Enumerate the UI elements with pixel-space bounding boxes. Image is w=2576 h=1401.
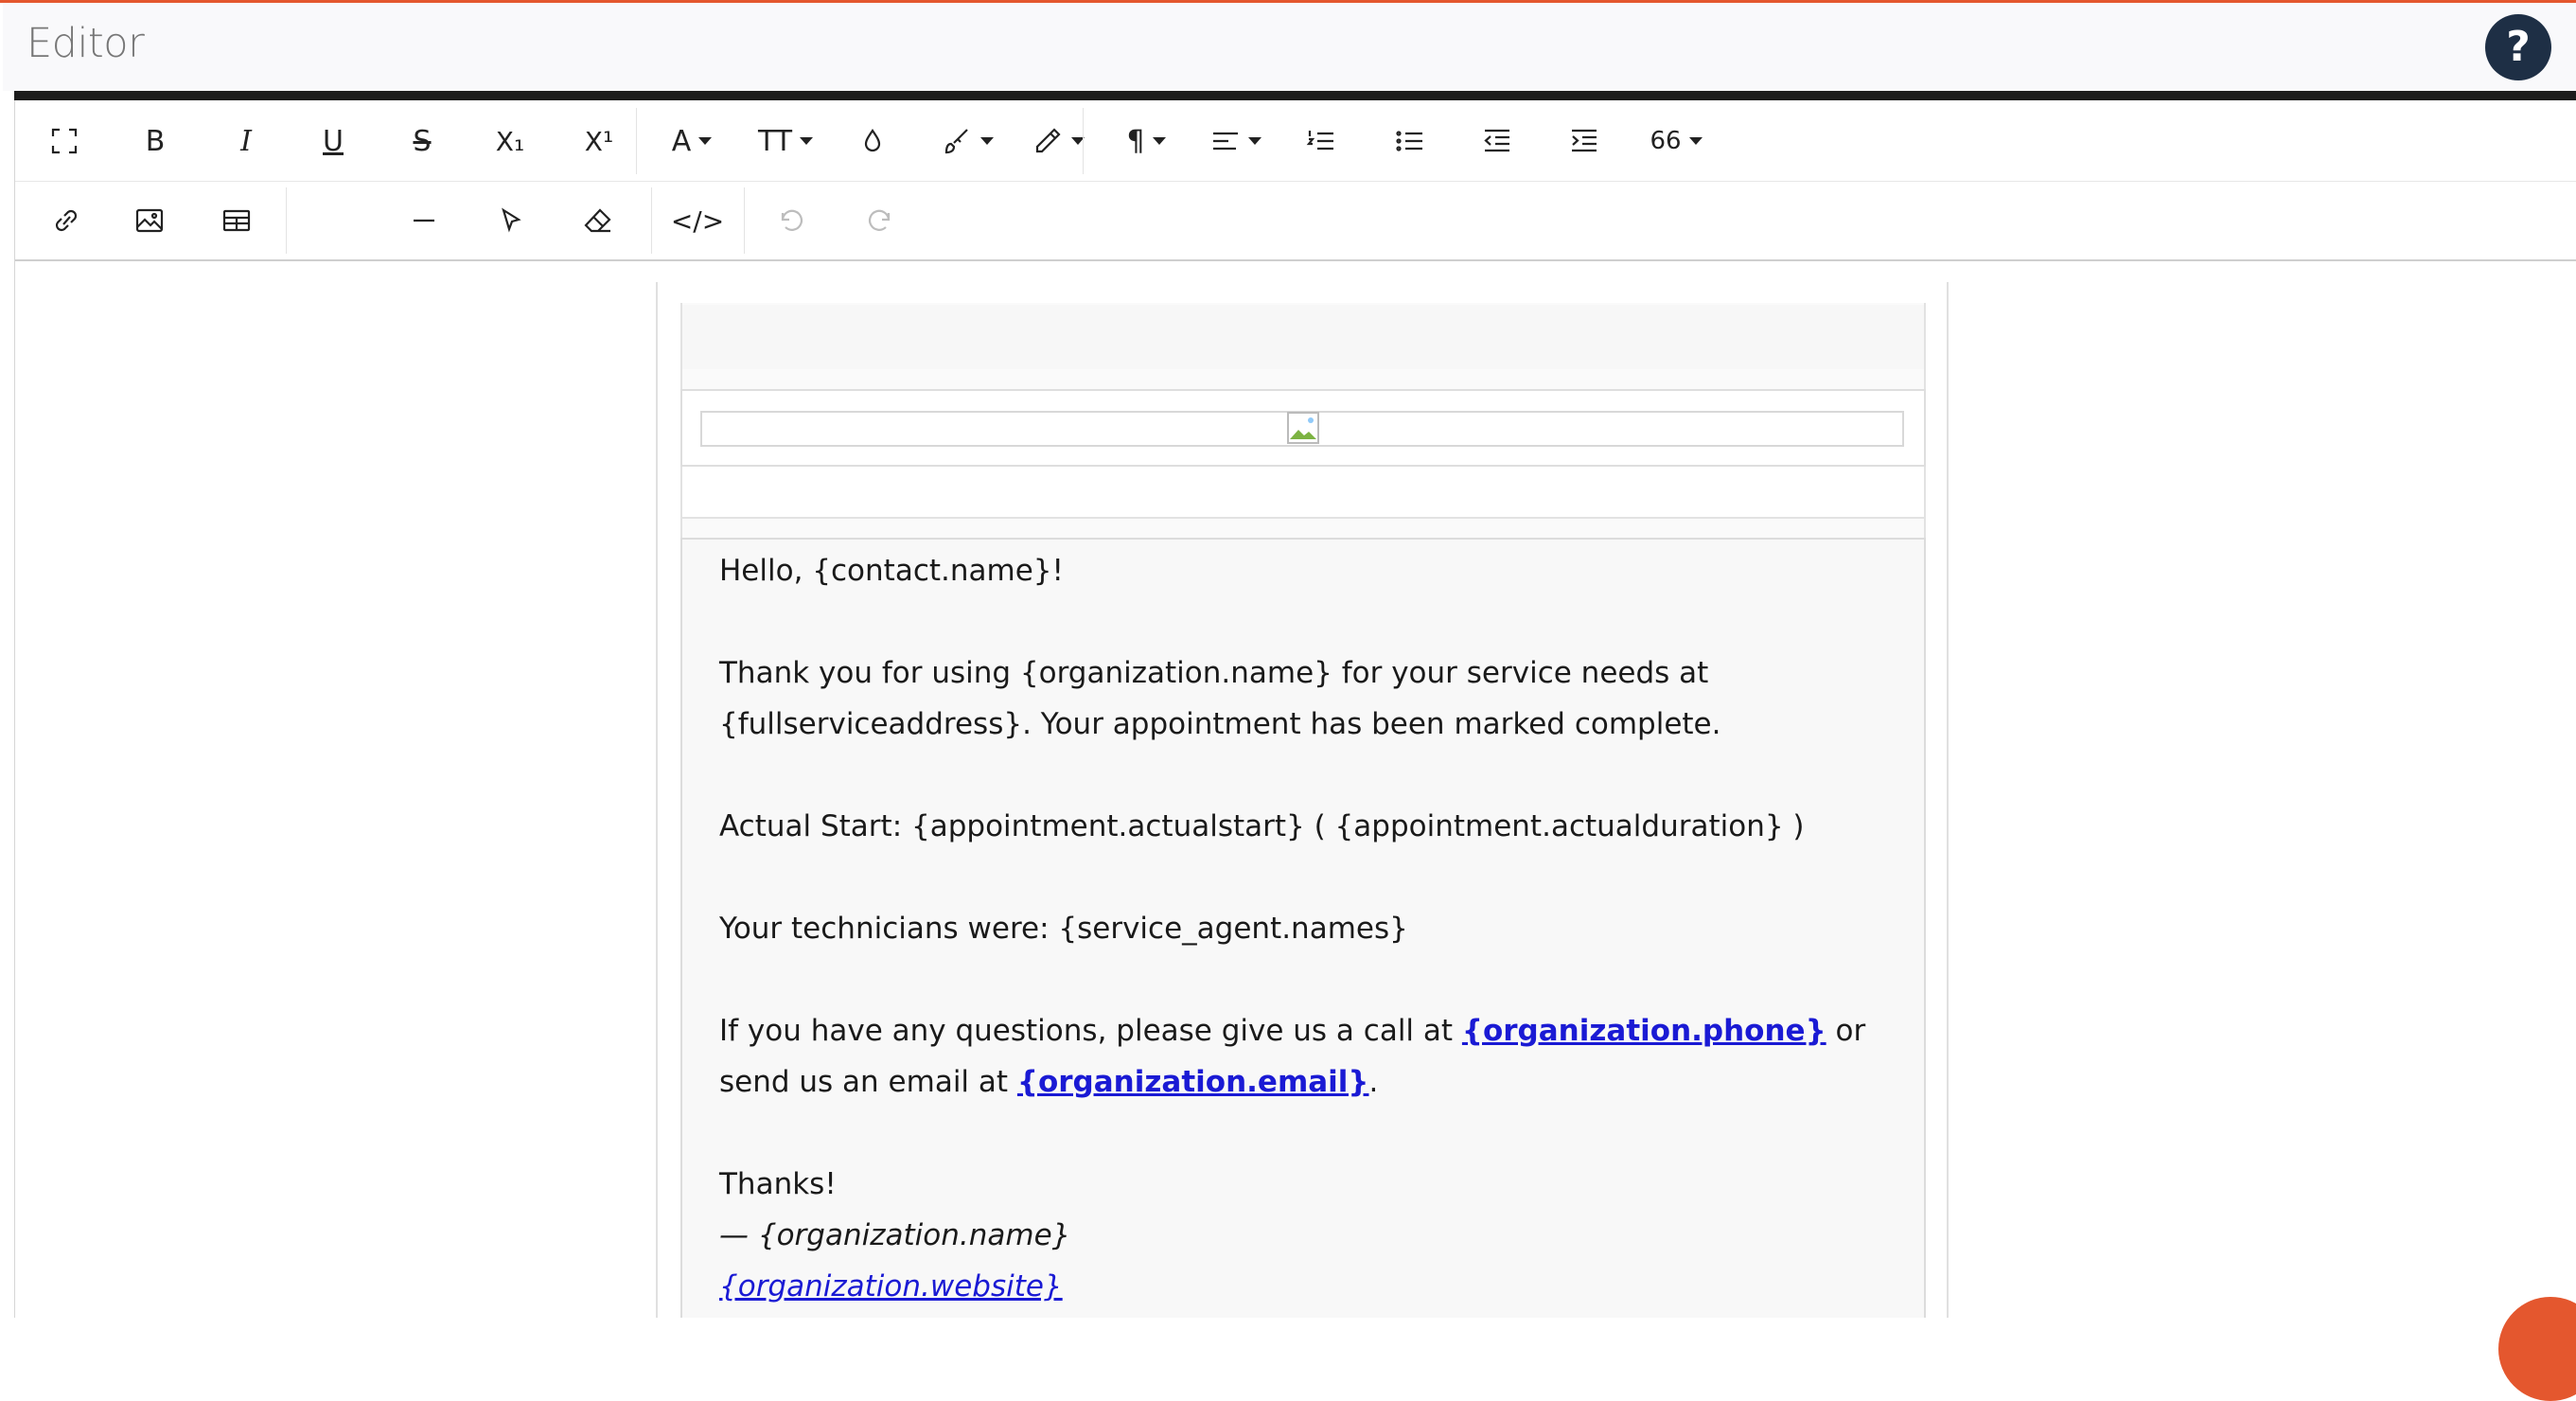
fullscreen-button[interactable] bbox=[45, 115, 83, 167]
font-size-button[interactable] bbox=[748, 115, 823, 167]
undo-icon bbox=[777, 206, 805, 235]
eraser-icon bbox=[583, 206, 613, 235]
font-color-button[interactable] bbox=[659, 115, 725, 167]
strikethrough-button[interactable]: S bbox=[413, 124, 432, 158]
indent-icon bbox=[1569, 127, 1599, 155]
bullet-list-icon bbox=[1395, 127, 1425, 155]
code-view-button[interactable]: </> bbox=[670, 204, 725, 237]
title-divider bbox=[14, 91, 2576, 100]
paintbrush-icon bbox=[941, 127, 973, 155]
text-color-button[interactable] bbox=[1020, 115, 1096, 167]
link-button[interactable] bbox=[47, 195, 85, 246]
quote-button[interactable] bbox=[1643, 115, 1709, 167]
paragraph-button[interactable] bbox=[1113, 115, 1179, 167]
indent-button[interactable] bbox=[1565, 115, 1603, 167]
outdent-button[interactable] bbox=[1478, 115, 1516, 167]
outdent-icon bbox=[1482, 127, 1512, 155]
toolbar-row-2 bbox=[15, 182, 2576, 261]
toolbar-separator bbox=[1083, 108, 1084, 174]
ordered-list-button[interactable] bbox=[1302, 115, 1340, 167]
phone-link[interactable]: {organization.phone} bbox=[1461, 1014, 1826, 1048]
greeting-text: Hello, {contact.name}! bbox=[719, 554, 1064, 588]
help-button[interactable]: ? bbox=[2485, 14, 2551, 80]
horizontal-rule-button[interactable] bbox=[405, 195, 443, 246]
blank-line bbox=[719, 596, 1902, 647]
subscript-button[interactable]: X₁ bbox=[495, 125, 525, 157]
signature-text: — {organization.name} bbox=[719, 1218, 1071, 1252]
paragraph-label: ¶ bbox=[1126, 124, 1145, 158]
table-button[interactable] bbox=[218, 195, 256, 246]
redo-button[interactable] bbox=[861, 195, 899, 246]
image-button[interactable] bbox=[131, 195, 168, 246]
editor-title-bar bbox=[3, 3, 2576, 91]
blank-line bbox=[719, 750, 1902, 801]
align-left-icon bbox=[1210, 127, 1241, 155]
font-size-label: TT bbox=[757, 124, 793, 158]
fullscreen-icon bbox=[50, 127, 79, 155]
cursor-icon bbox=[497, 206, 525, 235]
clear-format-button[interactable] bbox=[579, 195, 617, 246]
toolbar-separator bbox=[744, 187, 745, 254]
pencil-icon bbox=[1032, 127, 1064, 155]
chevron-down-icon bbox=[1689, 137, 1703, 145]
toolbar-separator bbox=[286, 187, 287, 254]
font-color-label: A bbox=[671, 124, 692, 158]
quote-label: 66 bbox=[1650, 127, 1682, 155]
table-icon bbox=[221, 206, 252, 235]
chevron-down-icon bbox=[698, 137, 712, 145]
chevron-down-icon bbox=[980, 137, 994, 145]
page-title: Editor bbox=[26, 20, 145, 67]
droplet-icon bbox=[858, 127, 887, 155]
blank-line bbox=[719, 1108, 1902, 1159]
background-color-button[interactable] bbox=[929, 115, 1005, 167]
link-icon bbox=[50, 206, 82, 235]
blank-line bbox=[719, 852, 1902, 903]
italic-button[interactable]: I bbox=[240, 124, 252, 158]
image-icon bbox=[134, 206, 165, 235]
technicians-text: Your technicians were: {service_agent.names} bbox=[719, 912, 1408, 946]
toolbar-row-1 bbox=[15, 100, 2576, 182]
toolbar-separator bbox=[651, 187, 652, 254]
unordered-list-button[interactable] bbox=[1391, 115, 1429, 167]
bold-button[interactable]: B bbox=[145, 124, 166, 158]
intro-paragraph: Thank you for using {organization.name} for your service needs at {fullserviceaddress}. Your appointment has been marked complete. bbox=[719, 656, 1721, 741]
chevron-down-icon bbox=[800, 137, 813, 145]
questions-prefix: If you have any questions, please give us a call at bbox=[719, 1014, 1462, 1048]
toolbar-separator bbox=[636, 108, 637, 174]
redo-icon bbox=[866, 206, 894, 235]
chevron-down-icon bbox=[1153, 137, 1166, 145]
email-header-strip bbox=[682, 305, 1924, 369]
website-link[interactable]: {organization.website} bbox=[719, 1269, 1063, 1303]
actual-start-text: Actual Start: {appointment.actualstart} ( {appointment.actualduration} ) bbox=[719, 809, 1805, 843]
minus-icon bbox=[410, 206, 438, 235]
email-link[interactable]: {organization.email} bbox=[1016, 1065, 1369, 1099]
blank-line bbox=[719, 954, 1902, 1005]
underline-button[interactable]: U bbox=[323, 124, 344, 158]
chevron-down-icon bbox=[1248, 137, 1262, 145]
select-all-button[interactable] bbox=[492, 195, 530, 246]
questions-middle: or send us an email at bbox=[719, 1014, 1866, 1099]
broken-image-icon[interactable] bbox=[1286, 411, 1320, 445]
superscript-button[interactable]: X¹ bbox=[584, 125, 614, 157]
ink-button[interactable] bbox=[854, 115, 891, 167]
thanks-text: Thanks! bbox=[719, 1167, 837, 1201]
email-content[interactable] bbox=[719, 545, 1902, 1312]
questions-paragraph bbox=[719, 1005, 1902, 1108]
questions-suffix: . bbox=[1368, 1065, 1379, 1099]
align-button[interactable] bbox=[1198, 115, 1274, 167]
ordered-list-icon bbox=[1306, 127, 1336, 155]
undo-button[interactable] bbox=[772, 195, 810, 246]
spacer-row bbox=[680, 467, 1926, 519]
